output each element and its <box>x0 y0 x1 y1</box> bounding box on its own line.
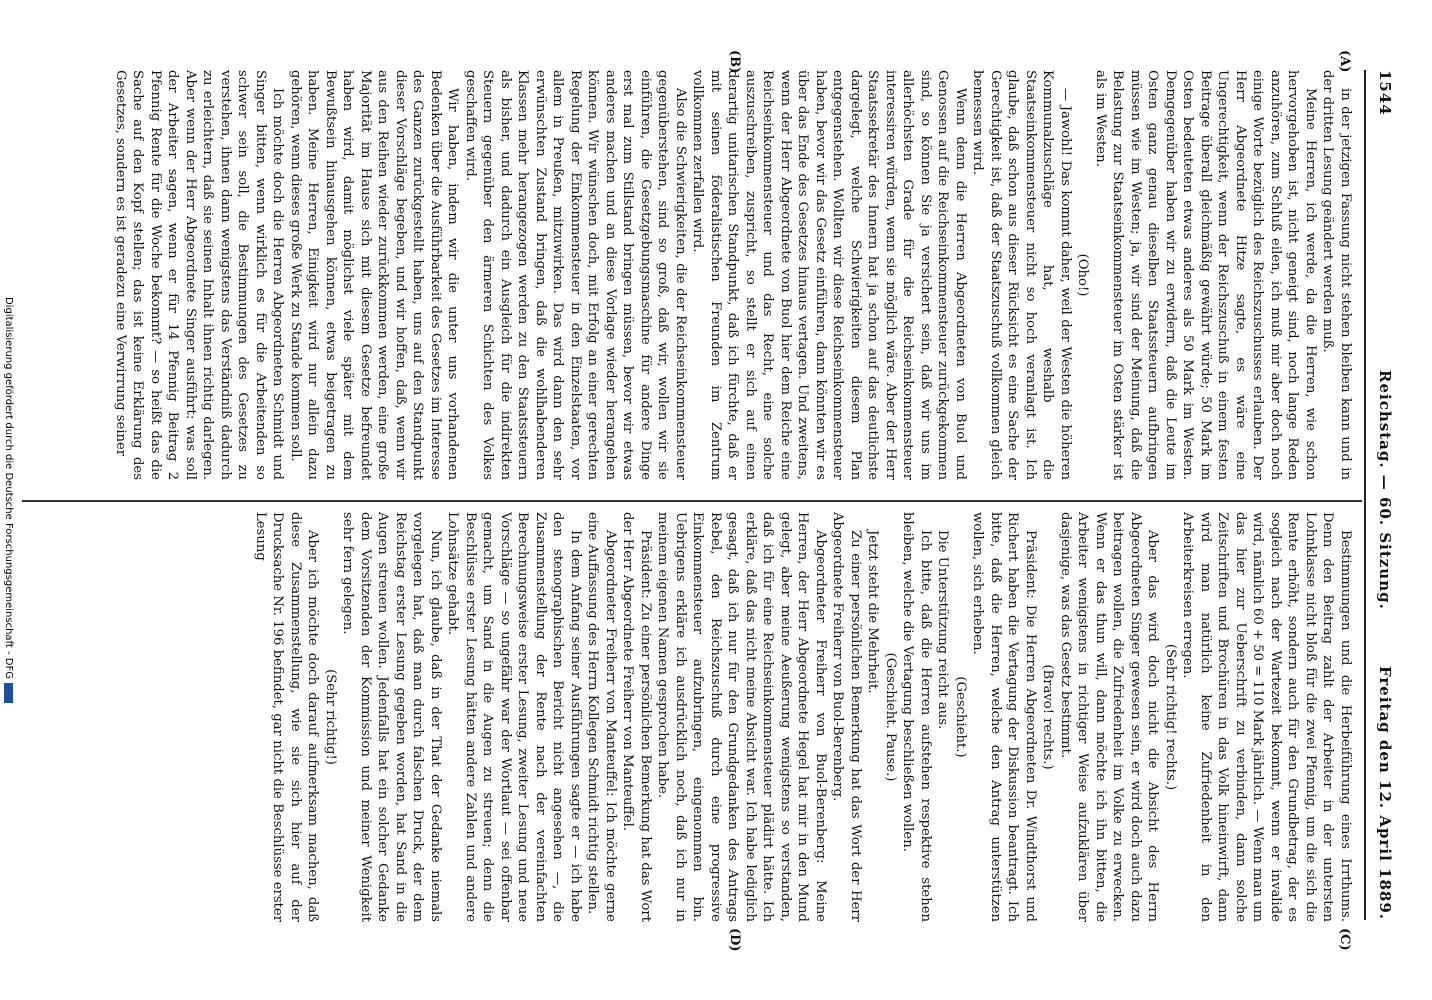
paragraph: Meine Herren, ich werde, da die Herren, wie schon hervorgehoben ist, nicht geneigt sind, noch lange Reden anzuhören, zum Schluß eilen, ich muß mir aber doch noch einige Worte bezüglich des Reichszuschusses erlauben. Der Herr Abgeordnete Hitze sagte, es wäre eine Ungerechtigkeit, wenn der Reichszuschuß in einem festen Beitrage überall gleichmäßig gewährt würde; 50 Mark im Osten bedeuteten etwas anderes als 50 Mark im Westen. Demgegenüber haben wir zu erwidern, daß die Leute im Osten ganz genau dieselben Staatssteuern aufbringen müssen wie im Westen; ja, wir sind der Meinung, daß die Belastung zur Staatseinkommensteuer im Osten stärker ist als im Westen. <box>1093 70 1318 480</box>
interjection: (Sehr richtig! rechts.) <box>1163 643 1178 791</box>
paragraph: Nun, ich glaube, daß in der That der Gedanke niemals vorgelegen hat, daß man durch falschen Druck, der dem Reichstag erster Lesung gegeben worden, hat Sand in die Augen streuen wollen. Jedenfalls hat ein solcher Gedanke dem Vorsitzenden der Kommission und meiner Wenigkeit sehr fern gelegen. <box>340 512 443 922</box>
digitization-credit <box>0 0 14 1000</box>
paragraph: Ich möchte doch die Herren Abgeordneten Schmidt und Singer bitten, wenn wirklich es für die Arbeitenden so schwer sein soll, die Bestimmungen des Gesetzes zu verstehen, ihnen dann wenigstens das Verständniß dadurch zu erleichtern, daß sie seinen Inhalt ihnen richtig darlegen. Aber wenn der Herr Abgeordnete Singer ausführt: was soll der Arbeiter sagen, wenn er für 14 Pfennig Beitrag 2 Pfennig Rente für die Woche bekommt? — so heißt das die Sache auf den Kopf stellen; das ist keine Erklärung des Gesetzes, sondern es ist geradezu eine Verwirrung seiner <box>113 70 286 480</box>
paragraph: Also die Schwierigkeiten, die der Reichseinkommensteuer gegenüberstehen, sind so groß, daß wir, wollen wir sie einführen, die Gesetzgebungsmaschine für andere Dinge erst mal zum Stillstand bringen müssen, bevor wir etwas anderes machen und an diese Vorlage wieder herangehen können. Wir wünschen doch, mit Erfolg an einer gerechten Regelung der Einkommensteuer in den Einzelstaaten, vor allem in Preußen, mitzuwirken. Das wird dann den sehr erwünschten Zustand bringen, daß die wohlhabenderen Klassen mehr herangezogen werden zu den Staatssteuern als bisher, und dadurch ein Ausgleich für die indirekten Steuern gegenüber den ärmeren Schichten des Volkes geschaffen wird. <box>463 70 688 480</box>
paragraph: Präsident: Die Herren Abgeordneten Dr. Windthorst und Richert haben die Vertagung der Diskussion beantragt. Ich bitte, daß die Herren, welche den Antrag unterstützen wollen, sich erheben. <box>970 512 1038 922</box>
paragraph: Aber ich möchte doch darauf aufmerksam machen, daß diese Zusammenstellung, wie sie sich hier auf der Drucksache Nr. 196 befindet, gar nicht die Beschlüsse erster Lesung <box>253 512 321 922</box>
column-divider <box>22 500 1362 502</box>
dfg-logo-icon <box>5 683 14 703</box>
margin-letter-d: (D) <box>727 928 742 952</box>
paragraph: Ich bitte, daß die Herren aufstehen respektive stehen bleiben, welche die Vertagung beschließen wollen. <box>900 512 933 922</box>
paragraph: Die Unterstützung reicht aus. <box>935 530 951 730</box>
interjection: (Sehr richtig!) <box>323 669 338 765</box>
session-date: Freitag den 12. April 1889. <box>1376 666 1394 920</box>
right-text-column <box>24 512 1354 922</box>
paragraph: Abgeordneter Freiherr von Manteuffel: Ich möchte gerne eine Auffassung des Herrn Kollegen Schmidt richtig stellen. <box>585 512 618 922</box>
margin-letter-c: (C) <box>1337 928 1352 951</box>
paragraph: Abgeordneter Freiherr von Buol-Berenberg: Meine Herren, der Herr Abgeordnete Hegel hat mir in den Mund gelegt, aber meine Aeußerung wenigstens so verstanden, daß ich für eine Reichseinkommensteuer plädirt hätte. Ich erkläre, daß das nicht meine Absicht war. Ich habe lediglich gesagt, daß ich nur für den Grundgedanken des Antrags Rebel, den Reichszuschuß durch eine progressive Einkommensteuer aufzubringen, eingenommen bin. Uebrigens erkläre ich ausdrücklich noch, daß ich nur in meinem eigenen Namen gesprochen habe. <box>655 512 828 922</box>
paragraph: Wir haben, indem wir die unter uns vorhandenen Bedenken über die Ausführbarkeit des Gesetzes im Interesse des Ganzen zurückgestellt haben, uns auf den Standpunkt dieser Vorschläge begeben, und wir hoffen, daß, wenn wir aus den Reihen wieder zurückkommen werden, eine große Majorität im Hause sich mit diesem Gesetze befreundet haben wird, damit möglichst viele später mit dem Bewußtsein hinausgehen können, etwas beigetragen zu haben. Meine Herren, Einigkeit wird nur allein dazu gehören, wenn dieses große Werk zu Stande kommen soll. <box>288 70 461 480</box>
margin-letter-a: (A) <box>1337 50 1352 73</box>
margin-letter-b: (B) <box>727 50 742 74</box>
header-rule <box>1364 70 1366 920</box>
paragraph: Präsident: Zu einer persönlichen Bemerkung hat das Wort der Herr Abgeordnete Freiherr von Manteuffel. <box>620 512 653 922</box>
paragraph: Bestimmungen und die Herbeiführung eines Irrthums. Denn den Beitrag zahlt der Arbeiter in der untersten Lohnklasse nicht bloß für die zwei Pfennig, um die sich die Rente erhöht, sondern auch für den Grundbetrag, der es sogleich nach der Wartezeit bekommt, wenn er invalide wird, nämlich 60 + 50 = 110 Mark jährlich. — Wenn man um das hier zur Ueberschrift zu verbinden, dann solche Zeitschriften und Brochüren in das Volk hineinwirft, dann wird man natürlich keine Zufriedenheit in den Arbeiterkreisen erregen. <box>1180 512 1353 922</box>
paragraph: Jetzt steht die Mehrheit. <box>865 530 881 694</box>
paragraph: Zu einer persönlichen Bemerkung hat das Wort der Herr Abgeordnete Freiherr von Buol-Berenberg. <box>830 512 863 922</box>
paragraph: Wenn denn die Herren Abgeordneten von Buol und Genossen auf die Reichseinkommensteuer zurückgekommen sind, so können Sie ja versichert sein, daß wir uns im allerhöchsten Grade für die Reichseinkommensteuer interessiren würden, wenn sie möglich wäre. Aber der Herr Staatssekretär des Innern hat ja schon auf das deutlichste dargelegt, welche Schwierigkeiten diesem Plan entgegenstehen. Wollten wir diese Reichseinkommensteuer haben, bevor wir das Gesetz einführen, dann könnten wir es über das Ende des Gesetzes hinaus vertagen. Und zweitens, wenn der Herr Abgeordnete von Buol hier dem Reiche eine Reichseinkommensteuer und das Recht, eine solche auszuschreiben, zuspricht, so stellt er sich auf einen derartig unitarischen Standpunkt, daß ich fürchte, daß er mit seinen föderalistischen Freunden im Zentrum vollkommen zerfallen wird. <box>690 70 968 480</box>
page-header <box>1370 70 1394 920</box>
page-number: 1544 <box>1376 70 1394 116</box>
interjection: (Oho!) <box>1075 253 1091 297</box>
paragraph: — Jawohl! Das kommt daher, weil der Westen die höheren Kommunalzuschläge hat, weshalb die Staatseinkommensteuer nicht so hoch veranlagt ist. Ich glaube, daß schon aus dieser Rücksicht es eine Sache der Gerechtigkeit ist, daß der Staatszuschuß vollkommen gleich bemessen wird. <box>970 70 1073 480</box>
digitization-credit-text: Digitalisierung gefördert durch die Deutsche Forschungsgemeinschaft - DFG <box>3 296 14 679</box>
left-text-column <box>24 70 1354 480</box>
paragraph: in der jetzigen Fassung nicht stehen bleiben kann und in der dritten Lesung geändert werden muß. <box>1320 70 1353 480</box>
paragraph: In dem Anfang seiner Ausführungen sagte er — ich habe den stenographischen Bericht nicht angesehen —, die Zusammenstellung der Rente nach der vereinfachten Berechnungsweise erster Lesung, zweiter Lesung und neue Vorschläge — so ungefähr war der Wortlaut — sei offenbar gemacht, um Sand in die Augen zu streuen; denn die Beschlüsse erster Lesung hätten andere Zahlen und andere Lohnsätze gehabt. <box>445 512 583 922</box>
session-title: Reichstag. — 60. Sitzung. <box>1376 370 1394 610</box>
interjection: (Bravo! rechts.) <box>1040 664 1056 770</box>
paragraph: Aber das wird doch nicht die Absicht des Herrn Abgeordneten Singer gewesen sein, er wird doch auch dazu beitragen wollen, die Zufriedenheit im Volke zu erwecken. Wenn er das thun will, dann möchte ich ihn bitten, die Arbeiter wenigstens in richtiger Weise aufzuklären über dasjenige, was das Gesetz bestimmt. <box>1058 512 1161 922</box>
interjection: (Geschieht. Pause.) <box>883 652 898 782</box>
interjection: (Geschieht.) <box>953 676 968 758</box>
